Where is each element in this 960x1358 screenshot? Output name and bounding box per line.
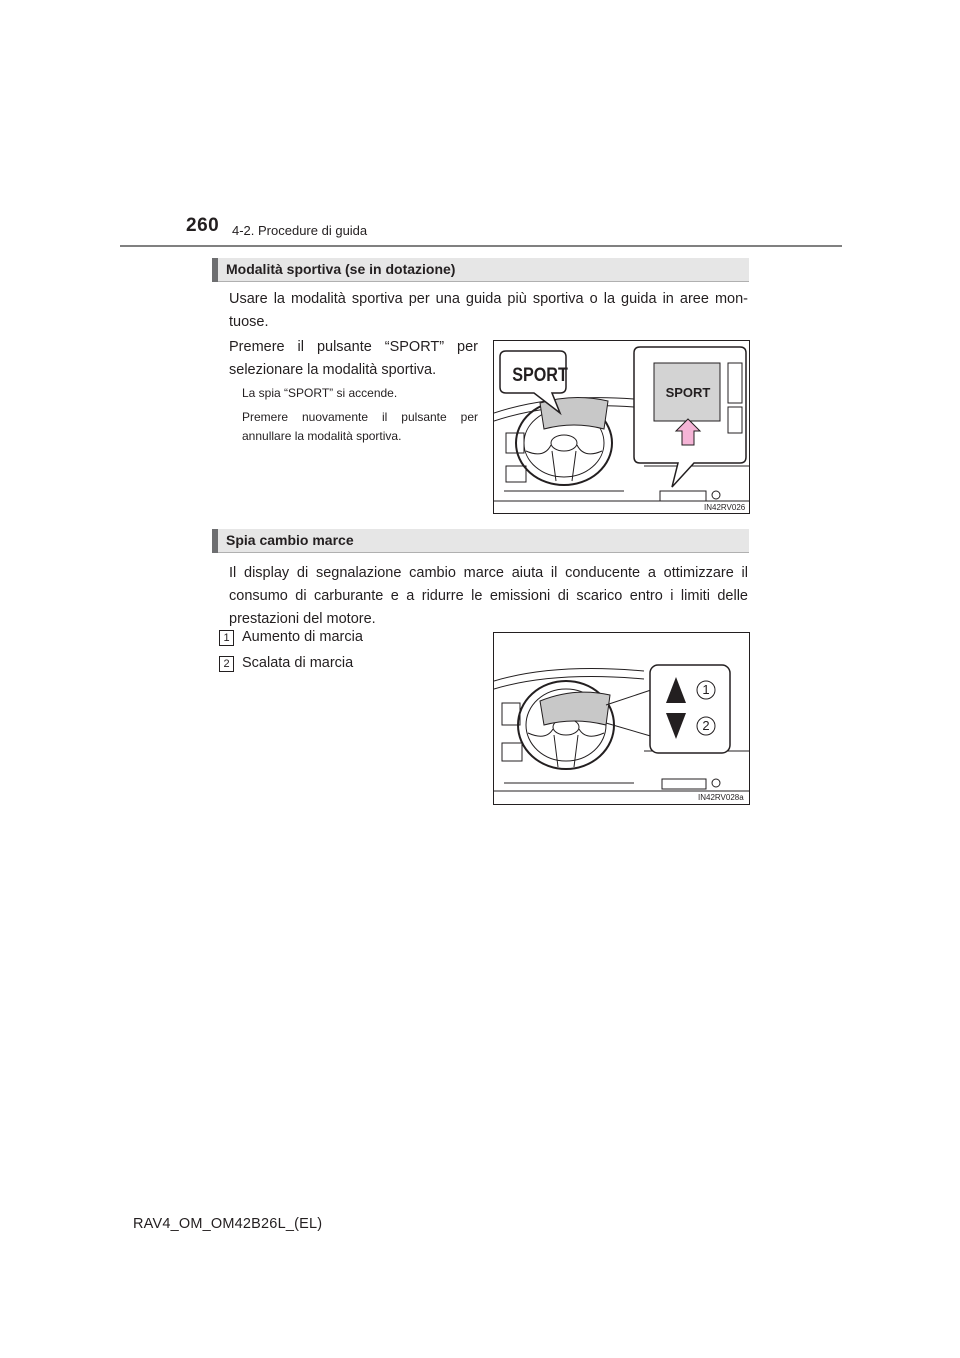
callout-number-1: 1 (702, 682, 710, 697)
section-title: 4-2. Procedure di guida (232, 223, 368, 238)
shift-indicator-heading (212, 529, 749, 553)
sport-button: SPORT (665, 385, 711, 400)
sport-note-1: La spia “SPORT” si accende. (242, 386, 398, 400)
sport-note-2-line1: Premere nuovamente il pulsante per (242, 410, 478, 424)
sport-mode-heading (212, 258, 749, 282)
sport-intro (229, 288, 748, 334)
callout-number-2: 2 (702, 718, 710, 733)
figure-code-1: IN42RV026 (704, 503, 746, 512)
shift-body (229, 562, 748, 631)
item-number-2: 2 (219, 656, 234, 672)
item-label-2: Scalata di marcia (242, 655, 354, 671)
heading-bar (212, 529, 218, 553)
sport-intro-line1: Usare la modalità sportiva per una guida più sportiva o la guida in aree mon- (229, 291, 748, 307)
shift-body-line2: consumo di carburante e a ridurre le emissioni di scarico entro i limiti delle (229, 588, 748, 604)
shift-body-line1: Il display di segnalazione cambio marce aiuta il conducente a ottimizzare il (229, 565, 748, 581)
page-number: 260 (186, 215, 220, 236)
sport-mode-heading-text: Modalità sportiva (se in dotazione) (226, 261, 456, 277)
sport-intro-line2: tuose. (229, 314, 269, 330)
header-rule (120, 245, 842, 247)
figure-code-2: IN42RV028a (698, 793, 744, 802)
sport-callout-text: SPORT (512, 365, 568, 386)
item-label-1: Aumento di marcia (242, 629, 363, 645)
sport-note-2-line2: annullare la modalità sportiva. (242, 429, 402, 443)
document-code: RAV4_OM_OM42B26L_(EL) (133, 1216, 323, 1232)
item-number-1: 1 (219, 630, 234, 646)
shift-callout (650, 665, 730, 753)
sport-note-2 (242, 408, 478, 446)
sport-step (229, 336, 478, 382)
shift-figure (493, 632, 750, 805)
heading-bar (212, 258, 218, 282)
shift-body-line3: prestazioni del motore. (229, 611, 376, 627)
sport-step-line2: selezionare la modalità sportiva. (229, 362, 437, 378)
sport-step-line1: Premere il pulsante “SPORT” per (229, 339, 478, 355)
shift-indicator-heading-text: Spia cambio marce (226, 532, 354, 548)
sport-figure (493, 340, 750, 514)
